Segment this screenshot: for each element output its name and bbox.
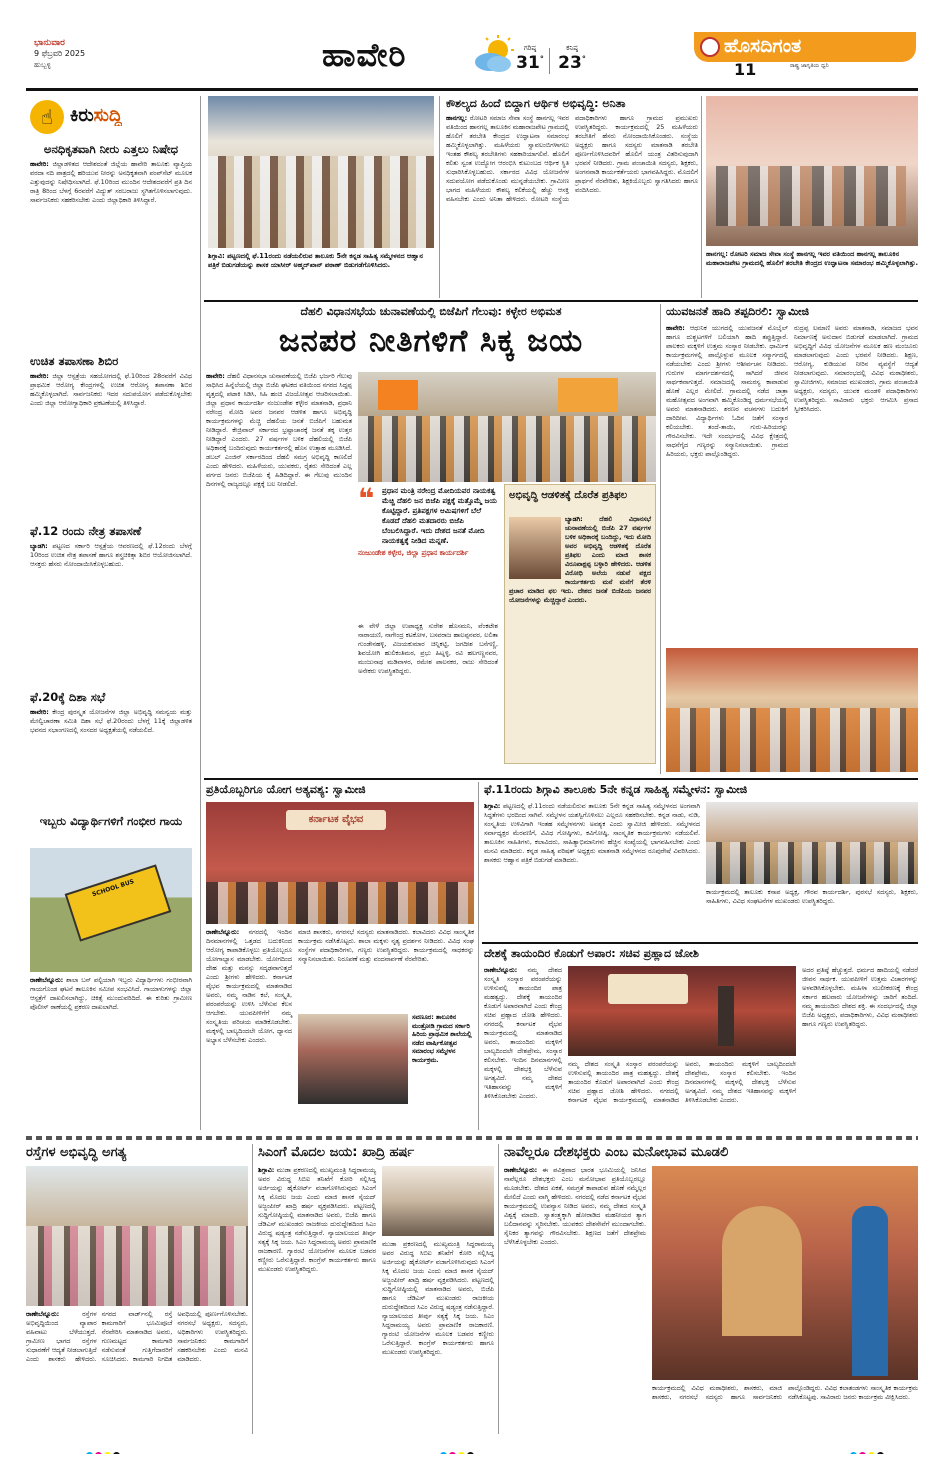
siemge-col1 <box>258 1166 376 1432</box>
box-body: ದೆಹಲಿ ವಿಧಾನಸಭೆ ಚುನಾವಣೆಯಲ್ಲಿ ಬಿಜೆಪಿ 27 ವರ್ಷಗಳ ಬಳಿಕ ಅಧಿಕಾರಕ್ಕೆ ಬಂದಿದ್ದು, ಇದು ಮೋದಿ ಅವರ ಅಭಿವೃದ್ಧಿ ಆಡಳಿತಕ್ಕೆ ದೊರೆತ ಪ್ರತಿಫಲ ಎಂದು ಮಾಜಿ ಶಾಸಕ ವಿರೂಪಾಕ್ಷಪ್ಪ ಬಳ್ಳಾರಿ ಹೇಳಿದರು. ಆಡಳಿತ ವಿರೋಧಿ ಅಲೆಯ ನಡುವೆ ಪಕ್ಷದ ಕಾರ್ಯಕರ್ತರು ಮನೆ ಮನೆಗೆ ತೆರಳಿ ಪ್ರಚಾರ ಮಾಡಿದ ಫಲ ಇದು. ದೇಶದ ಜನತೆ ಬಿಜೆಪಿಯ ಜನಪರ ಯೋಜನೆಗಳನ್ನು ಮೆಚ್ಚಿದ್ದಾರೆ ಎಂದರು. <box>509 515 651 604</box>
story-dateline: ರಾಣೇಬೆನ್ನೂರು: <box>26 1310 60 1318</box>
story-body2: ಕಾರ್ಯಕ್ರಮದಲ್ಲಿ ತಾಲೂಕು ಕಸಾಪ ಅಧ್ಯಕ್ಷ, ಗೌರವ ಕಾರ್ಯದರ್ಶಿ, ಪುರಸಭೆ ಸದಸ್ಯರು, ಶಿಕ್ಷಕರು, ಸಾಹಿತಿಗಳು, ವಿವಿಧ ಸಂಘಟನೆಗಳ ಮುಖಂಡರು ಉಪಸ್ಥಿತರಿದ್ದರು. <box>706 888 918 905</box>
box-dateline: ಬ್ಯಾಡಗಿ: <box>565 515 583 523</box>
brief-title: ಫೆ.20ಕ್ಕೆ ದಿಶಾ ಸಭೆ <box>30 690 106 704</box>
brief-dateline: ಹಾವೇರಿ: <box>30 372 49 380</box>
story-body-cont: ಮುಡಾ ಪ್ರಕರಣದಲ್ಲಿ ಮುಖ್ಯಮಂತ್ರಿ ಸಿದ್ದರಾಮಯ್ಯ ಅವರ ವಿರುದ್ಧ ಸಿಬಿಐ ತನಿಖೆಗೆ ಕೋರಿ ಸಲ್ಲಿಸಿದ್ದ ಅರ್ಜಿಯನ್ನು ಹೈಕೋರ್ಟ್ ವಜಾಗೊಳಿಸಿರುವುದು ಸಿಎಂಗೆ ಸಿಕ್ಕ ಮೊದಲ ಜಯ ಎಂದು ಮಾಜಿ ಶಾಸಕ ಸೈಯದ್ ಅಜ್ಜಂಪೀರ್ ಖಾದ್ರಿ ಹರ್ಷ ವ್ಯಕ್ತಪಡಿಸಿದರು. ಪಟ್ಟಣದಲ್ಲಿ ಸುದ್ದಿಗೋಷ್ಠಿಯಲ್ಲಿ ಮಾತನಾಡಿದ ಅವರು, ಬಿಜೆಪಿ ಹಾಗೂ ಜೆಡಿಎಸ್ ಮುಖಂಡರು ರಾಜಕೀಯ ದುರುದ್ದೇಶದಿಂದ ಸಿಎಂ ವಿರುದ್ಧ ಷಡ್ಯಂತ್ರ ನಡೆಸುತ್ತಿದ್ದಾರೆ. ನ್ಯಾಯಾಲಯದ ತೀರ್ಪು ಸತ್ಯಕ್ಕೆ ಸಿಕ್ಕ ಜಯ. ಸಿಎಂ ಸಿದ್ದರಾಮಯ್ಯ ಅವರು ಪ್ರಾಮಾಣಿಕ ರಾಜಕಾರಣಿ. ಗ್ಯಾರಂಟಿ ಯೋಜನೆಗಳ ಮೂಲಕ ಬಡವರ ಕಣ್ಣೀರು ಒರೆಸುತ್ತಿದ್ದಾರೆ. ಕಾಂಗ್ರೆಸ್ ಕಾರ್ಯಕರ್ತರು ಹಾಗೂ ಮುಖಂಡರು ಉಪಸ್ಥಿತರಿದ್ದರು. <box>382 1240 494 1356</box>
brief-title: ಇಬ್ಬರು ವಿದ್ಯಾರ್ಥಿಗಳಿಗೆ ಗಂಭೀರ ಗಾಯ <box>39 814 183 828</box>
tagline: ರಾಷ್ಟ್ರ ಜಾಗೃತಿಯ ಧ್ವನಿ <box>790 63 829 69</box>
lead-quote <box>358 486 498 618</box>
sahitya-col2 <box>706 888 918 938</box>
registration-marks-right <box>850 1444 910 1454</box>
naave-col2 <box>652 1384 918 1432</box>
bus-label: SCHOOL BUS <box>91 878 136 899</box>
story-headline: ಸಿಎಂಗೆ ಮೊದಲ ಜಯ: ಖಾದ್ರಿ ಹರ್ಷ <box>258 1145 415 1160</box>
brief-body: ಜಿಲ್ಲಾ ಆಸ್ಪತ್ರೆಯ ಸಹಯೋಗದಲ್ಲಿ ಫೆ.10ರಿಂದ 28ರವರೆಗೆ ವಿವಿಧ ಪ್ರಾಥಮಿಕ ಆರೋಗ್ಯ ಕೇಂದ್ರಗಳಲ್ಲಿ ಉಚಿತ ಆರೋಗ್ಯ ತಪಾಸಣಾ ಶಿಬಿರ ಹಮ್ಮಿಕೊಳ್ಳಲಾಗಿದೆ. ಸಾರ್ವಜನಿಕರು ಇದರ ಸದುಪಯೋಗ ಪಡೆದುಕೊಳ್ಳಬೇಕು ಎಂದು ಜಿಲ್ಲಾ ಆರೋಗ್ಯಾಧಿಕಾರಿ ಪ್ರಕಟಣೆಯಲ್ಲಿ ತಿಳಿಸಿದ್ದಾರೆ. <box>30 372 192 407</box>
story-body2: ಅದರ ಪ್ರತಿಷ್ಠೆ ಹೆಚ್ಚುತ್ತದೆ. ಧರ್ಮದ ಹಾದಿಯಲ್ಲಿ ನಡೆದರೆ ಜೀವನ ಸಾರ್ಥಕ. ಯುವಪೀಳಿಗೆ ಉತ್ತಮ ವಿಚಾರಗಳನ್ನು ಅಳವಡಿಸಿಕೊಳ್ಳಬೇಕು. ಮಹಿಳಾ ಸಬಲೀಕರಣಕ್ಕೆ ಕೇಂದ್ರ ಸರ್ಕಾರ ಹಲವಾರು ಯೋಜನೆಗಳನ್ನು ಜಾರಿಗೆ ತಂದಿದೆ. ನಮ್ಮ ತಾಯಂದಿರು ದೇಶದ ಶಕ್ತಿ. ಈ ಸಂದರ್ಭದಲ್ಲಿ ಜಿಲ್ಲಾ ಬಿಜೆಪಿ ಅಧ್ಯಕ್ಷರು, ಪದಾಧಿಕಾರಿಗಳು, ವಿವಿಧ ಮಠಾಧೀಶರು ಹಾಗೂ ಗಣ್ಯರು ಉಪಸ್ಥಿತರಿದ್ದರು. <box>802 966 918 1028</box>
sammelana-invite-photo <box>208 96 434 248</box>
siemge-col2 <box>382 1240 494 1432</box>
story-body2: ಮಾಜಿ ಶಾಸಕರು, ನಗರಸಭೆ ಸದಸ್ಯರು ಮಾತನಾಡಿದರು. ಕಲಾವಿದರು ವಿವಿಧ ಸಾಂಸ್ಕೃತಿಕ ಕಾರ್ಯಕ್ರಮ ನಡೆಸಿಕೊಟ್ಟರು. ಶಾಲಾ ಮಕ್ಕಳು ನೃತ್ಯ ಪ್ರದರ್ಶನ ನೀಡಿದರು. ವಿವಿಧ ಸಂಘ ಸಂಸ್ಥೆಗಳ ಪದಾಧಿಕಾರಿಗಳು, ಗಣ್ಯರು ಉಪಸ್ಥಿತರಿದ್ದರು. ಕಾರ್ಯಕ್ರಮದಲ್ಲಿ ಸಾಧಕರನ್ನು ಸನ್ಮಾನಿಸಲಾಯಿತು. ನಿರೂಪಣೆ ಮತ್ತು ವಂದನಾರ್ಪಣೆ ನೆರವೇರಿತು. <box>298 928 474 963</box>
lead-body2: ಈ ವೇಳೆ ಜಿಲ್ಲಾ ಉಪಾಧ್ಯಕ್ಷ ಸುರೇಶ ಹೊಸಮನಿ, ವೆಂಕಟೇಶ ನಾರಾಯಣಿ, ನಾಗೇಂದ್ರ ಕಟಕೋಳ, ಬಸವರಾಜ ಹಾಲಪ್ಪನವರ, ಲಲಿತಾ ಗುಂಡೇನಹಳ್ಳಿ, ವಿಜಯಕುಮಾರ ಚಿನ್ನಿಕಟ್ಟಿ, ಜಗದೀಶ ಬಸೆಗಣ್ಣಿ, ಶಿವಯೋಗಿ ಹುಲಿಕಂತಿಮಠ, ಪ್ರಭು ಹಿಟ್ನಳ್ಳಿ, ರವಿ ಹಲಗಣ್ಣನವರ, ಮಂಜುನಾಥ ಮಡಿವಾಳರ, ರಮೇಶ ಪಾಲನಕರ, ರಾಜು ಸೇರಿದಂತೆ ಅನೇಕರು ಉಪಸ್ಥಿತರಿದ್ದರು. <box>358 622 498 675</box>
naave-col1 <box>504 1166 646 1432</box>
story-headline: ಕೌಶಲ್ಯದ ಹಿಂದೆ ಬಿದ್ದಾಗ ಆರ್ಥಿಕ ಅಭಿವೃದ್ಧಿ: ಅನಿತಾ <box>446 97 626 110</box>
yoga-col2 <box>298 928 474 1010</box>
brief-body: ಜಿಲ್ಲಾಡಳಿತದ ಆದೇಶದಂತೆ ಜಿಲ್ಲೆಯ ಹಾವೇರಿ ತಾಲೂಕು ವ್ಯಾಪ್ತಿಯ ವರದಾ ನದಿ ಪಾತ್ರದಲ್ಲಿ ಹರಿಯುವ ನೀರನ್ನು ಅನಧಿಕೃತವಾಗಿ ಪಂಪ್‌ಸೆಟ್ ಮೂಲಕ ಎತ್ತುವುದನ್ನು ನಿಷೇಧಿಸಲಾಗಿದೆ. ಫೆ.10ರಿಂದ ಮುಂದಿನ ಆದೇಶದವರೆಗೆ ಪ್ರತಿ ದಿನ ರಾತ್ರಿ 8ರಿಂದ ಬೆಳಗ್ಗೆ 6ರವರೆಗೆ ವಿದ್ಯುತ್ ಸರಬರಾಜು ಸ್ಥಗಿತಗೊಳಿಸಲಾಗುವುದು. ಸಾರ್ವಜನಿಕರು ಸಹಕರಿಸಬೇಕು ಎಂದು ಜಿಲ್ಲಾಧಿಕಾರಿ ತಿಳಿಸಿದ್ದಾರೆ. <box>30 160 192 204</box>
crowd <box>208 156 434 248</box>
sidebar-box <box>504 484 656 764</box>
issue-date: 9 ಫೆಬ್ರವರಿ 2025 <box>34 49 86 58</box>
sewing-center-photo <box>706 96 918 246</box>
stage-banner: ಕರ್ನಾಟಕ ವೈಭವ <box>286 810 386 830</box>
bottom-divider <box>26 1136 918 1140</box>
road-bhoomipuja-photo <box>26 1166 248 1306</box>
kirusuddi-column <box>26 96 196 1130</box>
story-body: ಆಧುನಿಕ ಯುಗದಲ್ಲಿ ಯುವಜನತೆ ಮೊಬೈಲ್ ಹಾಗೂ ದುಶ್ಚಟಗಳಿಗೆ ಬಲಿಯಾಗಿ ಹಾದಿ ತಪ್ಪುತ್ತಿದ್ದಾರೆ. ಪಾಲಕರು ಮಕ್ಕಳಿಗೆ ಉತ್ತಮ ಸಂಸ್ಕಾರ ನೀಡಬೇಕು. ಧಾರ್ಮಿಕ ಕಾರ್ಯಕ್ರಮಗಳಲ್ಲಿ ಪಾಲ್ಗೊಳ್ಳುವ ಮೂಲಕ ಸನ್ಮಾರ್ಗದಲ್ಲಿ ನಡೆಯಬೇಕು ಎಂದು ಶ್ರೀಗಳು ಆಶೀರ್ವಚನ ನೀಡಿದರು. ಗುರುಗಳ ಮಾರ್ಗದರ್ಶನದಲ್ಲಿ ಸಾಗಿದರೆ ಜೀವನ ಸಾರ್ಥಕವಾಗುತ್ತದೆ. ಸಮಾಜದಲ್ಲಿ ಸಾಮರಸ್ಯ ಕಾಪಾಡುವ ಹೊಣೆ ಎಲ್ಲರ ಮೇಲಿದೆ. ಗ್ರಾಮದಲ್ಲಿ ನಡೆದ ಜಾತ್ರಾ ಮಹೋತ್ಸವದ ಅಂಗವಾಗಿ ಹಮ್ಮಿಕೊಂಡಿದ್ದ ಧರ್ಮಸಭೆಯಲ್ಲಿ ಅವರು ಮಾತನಾಡಿದರು. ಶರಣರ ವಚನಗಳು ಬದುಕಿಗೆ ದಾರಿದೀಪ. ವಿದ್ಯಾರ್ಥಿಗಳು ಓದಿನ ಜತೆಗೆ ಸಂಸ್ಕಾರ ಕಲಿಯಬೇಕು. ತಂದೆ-ತಾಯಿ, ಗುರು-ಹಿರಿಯರನ್ನು ಗೌರವಿಸಬೇಕು. ಇದೇ ಸಂದರ್ಭದಲ್ಲಿ ವಿವಿಧ ಕ್ಷೇತ್ರದಲ್ಲಿ ಸಾಧನೆಗೈದ ಗಣ್ಯರನ್ನು ಸನ್ಮಾನಿಸಲಾಯಿತು. ಗ್ರಾಮದ ಹಿರಿಯರು, ಭಕ್ತರು ಪಾಲ್ಗೊಂಡಿದ್ದರು. <box>666 324 788 458</box>
lead-kicker: ದೆಹಲಿ ವಿಧಾನಸಭೆಯ ಚುನಾವಣೆಯಲ್ಲಿ ಬಿಜೆಪಿಗೆ ಗೆಲುವು: ಕಳ್ಳೇರ ಅಭಿಮತ <box>300 305 562 318</box>
story-dateline: ರಾಣೇಬೆನ್ನೂರು: <box>504 1166 538 1174</box>
deshakke-story <box>484 946 918 1130</box>
story-body2: ರುದ್ರಪ್ಪ ಲಮಾಣಿ ಅವರು ಮಾತನಾಡಿ, ಸಮಾಜದ ಭವನ ನಿರ್ಮಾಣಕ್ಕೆ ಅನುದಾನ ಬಿಡುಗಡೆ ಮಾಡಲಾಗಿದೆ. ಗ್ರಾಮದ ಅಭಿವೃದ್ಧಿಗೆ ವಿವಿಧ ಯೋಜನೆಗಳ ಮೂಲಕ ಹಣ ಮಂಜೂರು ಮಾಡಲಾಗುವುದು ಎಂದು ಭರವಸೆ ನೀಡಿದರು. ಶಿಕ್ಷಣ, ಆರೋಗ್ಯ, ಕುಡಿಯುವ ನೀರಿನ ವ್ಯವಸ್ಥೆಗೆ ಆದ್ಯತೆ ನೀಡಲಾಗುವುದು. ಸಮಾರಂಭದಲ್ಲಿ ವಿವಿಧ ಮಠಾಧೀಶರು, ಸ್ವಾಮೀಜಿಗಳು, ಸಮಾಜದ ಮುಖಂಡರು, ಗ್ರಾಮ ಪಂಚಾಯಿತಿ ಅಧ್ಯಕ್ಷರು, ಸದಸ್ಯರು, ಯುವಕ ಮಂಡಳಿ ಪದಾಧಿಕಾರಿಗಳು ಉಪಸ್ಥಿತರಿದ್ದರು. ಸಾವಿರಾರು ಭಕ್ತರು ಆಗಮಿಸಿ ಪ್ರಸಾದ ಸ್ವೀಕರಿಸಿದರು. <box>794 324 918 413</box>
brief-dateline: ಬ್ಯಾಡಗಿ: <box>30 542 48 550</box>
story-body: ಈ ಪವಿತ್ರವಾದ ಭಾರತ ಭೂಮಿಯಲ್ಲಿ ಜನಿಸಿದ ನಾವೆಲ್ಲರೂ ದೇಶಭಕ್ತರು ಎಂಬ ಮನೋಭಾವ ಪ್ರತಿಯೊಬ್ಬರಲ್ಲೂ ಮೂಡಬೇಕು. ದೇಶದ ಏಕತೆ, ಸಮಗ್ರತೆ ಕಾಪಾಡುವ ಹೊಣೆ ನಮ್ಮೆಲ್ಲರ ಮೇಲಿದೆ ಎಂದು ವಾಗ್ಮಿ ಹೇಳಿದರು. ನಗರದಲ್ಲಿ ನಡೆದ ಕರ್ನಾಟಕ ವೈಭವ ಕಾರ್ಯಕ್ರಮದಲ್ಲಿ ಉಪನ್ಯಾಸ ನೀಡಿದ ಅವರು, ನಮ್ಮ ದೇಶದ ಸಂಸ್ಕೃತಿ ವಿಶ್ವಕ್ಕೆ ಮಾದರಿ. ಸ್ವಾತಂತ್ರ್ಯಕ್ಕಾಗಿ ಹೋರಾಡಿದ ಮಹನೀಯರ ತ್ಯಾಗ ಬಲಿದಾನವನ್ನು ಸ್ಮರಿಸಬೇಕು. ಯುವಕರು ದೇಶಸೇವೆಗೆ ಮುಂದಾಗಬೇಕು. ಸೈನಿಕರ ತ್ಯಾಗವನ್ನು ಗೌರವಿಸಬೇಕು. ಶಿಕ್ಷಣದ ಜತೆಗೆ ದೇಶಪ್ರೇಮ ಬೆಳೆಸಿಕೊಳ್ಳಬೇಕು ಎಂದರು. <box>504 1166 646 1246</box>
brief-body: ಪಟ್ಟಣದ ಸರ್ಕಾರಿ ಆಸ್ಪತ್ರೆಯ ಆವರಣದಲ್ಲಿ ಫೆ.12ರಂದು ಬೆಳಗ್ಗೆ 10ರಿಂದ ಉಚಿತ ನೇತ್ರ ತಪಾಸಣೆ ಹಾಗೂ ಶಸ್ತ್ರಚಿಕಿತ್ಸಾ ಶಿಬಿರ ಆಯೋಜಿಸಲಾಗಿದೆ. ಆಸಕ್ತರು ಹೆಸರು ನೋಂದಾಯಿಸಿಕೊಳ್ಳಬಹುದು. <box>30 542 192 568</box>
brief-2 <box>30 354 192 526</box>
lead-col3 <box>358 622 498 764</box>
bus-accident-photo <box>30 848 192 972</box>
rastegalu-body <box>26 1310 248 1432</box>
story-headline: ರಸ್ತೆಗಳ ಅಭಿವೃದ್ಧಿ ಅಗತ್ಯ <box>26 1145 127 1160</box>
quote-mark-icon: ❝ <box>358 486 375 515</box>
swamiji-stage-photo <box>666 648 918 772</box>
brief-dateline: ರಾಣೇಬೆನ್ನೂರು: <box>30 976 64 984</box>
press-meet-photo <box>382 1166 494 1236</box>
brief-5 <box>30 814 192 1130</box>
emblem-icon <box>700 37 720 57</box>
paper-name: ಹೊಸದಿಗಂತ <box>724 35 802 57</box>
rastegalu-story <box>26 1144 248 1434</box>
min-temp: 23 <box>558 53 582 73</box>
quote-author: ನಂಜುಂಡೇಶ ಕಳ್ಳೇರ, ಜಿಲ್ಲಾ ಪ್ರಧಾನ ಕಾರ್ಯದರ್ಶಿ <box>358 549 469 557</box>
school-anniversary-photo <box>298 1014 408 1104</box>
photo-caption: ಹಾನಗಲ್ಲ: ರೋಟರಿ ಸಮಾಜ ಸೇವಾ ಸಂಸ್ಥೆ ಹಾನಗಲ್ಲ ಇವರ ವತಿಯಿಂದ ಹಾನಗಲ್ಲ ತಾಲೂಕಿನ ಮಹಾರಾಜಪೇಟ ಗ್ರಾಮದಲ್ಲಿ ಹೊಲಿಗೆ ತರಬೇತಿ ಕೇಂದ್ರದ ಉದ್ಘಾಟನಾ ಸಮಾರಂಭ ಹಮ್ಮಿಕೊಳ್ಳಲಾಗಿತ್ತು. <box>706 250 918 267</box>
school-bus <box>65 864 172 941</box>
brief-4 <box>30 690 192 820</box>
lead-story <box>206 304 656 772</box>
brief-dateline: ಹಾವೇರಿ: <box>30 160 49 168</box>
story-body2: ಕಾರ್ಯಕ್ರಮದಲ್ಲಿ ವಿವಿಧ ಮಠಾಧೀಶರು, ಶಾಸಕರು, ಮಾಜಿ ಶಾಸಕರು, ನಗರಸಭೆ ಸದಸ್ಯರು ಹಾಗೂ ಸಾರ್ವಜನಿಕರು ಪಾಲ್ಗೊಂಡಿದ್ದರು. ವಿವಿಧ ಕಲಾತಂಡಗಳು ಸಾಂಸ್ಕೃತಿಕ ಕಾರ್ಯಕ್ರಮ ನಡೆಸಿಕೊಟ್ಟವು. ಸಾವಿರಾರು ಜನರು ಕಾರ್ಯಕ್ರಮ ವೀಕ್ಷಿಸಿದರು. <box>652 1384 918 1401</box>
yoga-col1 <box>206 928 292 1128</box>
header-rule <box>26 88 918 91</box>
story-dateline: ಶಿಗ್ಗಾವಿ: <box>484 802 501 810</box>
kirusuddi-label-a: ಕಿರು <box>70 105 94 126</box>
kirusuddi-header <box>30 100 190 134</box>
quote-text: ಪ್ರಧಾನ ಮಂತ್ರಿ ನರೇಂದ್ರ ಮೋದಿಯವರ ನಾಯಕತ್ವ ಮೆಚ್ಚಿ ದೆಹಲಿ ಜನ ಬಿಜೆಪಿ ಪಕ್ಷಕ್ಕೆ ಮತ್ತೊಮ್ಮೆ ಜಯ ಕೊಟ್ಟಿದ್ದಾರೆ. ಪ್ರತಿಪಕ್ಷಗಳ ಆಮಿಷಗಳಿಗೆ ಬೆಲೆ ಕೊಡದೆ ದೆಹಲಿ ಮತದಾರರು ಬಿಜೆಪಿ ಬೆಂಬಲಿಸಿದ್ದಾರೆ. ಇದು ದೇಶದ ಜನತೆ ಮೋದಿ ನಾಯಕತ್ವಕ್ಕೆ ನೀಡಿದ ಮನ್ನಣೆ. <box>382 486 498 545</box>
story-body: ನಮ್ಮ ದೇಶದ ಸಂಸ್ಕೃತಿ ಸಂಸ್ಕಾರ ಪರಂಪರೆಯನ್ನು ಉಳಿಸುವಲ್ಲಿ ತಾಯಂದಿರ ಪಾತ್ರ ಮಹತ್ವದ್ದು. ದೇಶಕ್ಕೆ ತಾಯಂದಿರ ಕೊಡುಗೆ ಅಪಾರವಾಗಿದೆ ಎಂದು ಕೇಂದ್ರ ಸಚಿವ ಪ್ರಹ್ಲಾದ ಜೋಶಿ ಹೇಳಿದರು. ನಗರದಲ್ಲಿ ಕರ್ನಾಟಕ ವೈಭವ ಕಾರ್ಯಕ್ರಮದಲ್ಲಿ ಮಾತನಾಡಿದ ಅವರು, ತಾಯಂದಿರು ಮಕ್ಕಳಿಗೆ ಬಾಲ್ಯದಿಂದಲೇ ದೇಶಪ್ರೇಮ, ಸಂಸ್ಕಾರ ಕಲಿಸಬೇಕು. ಇಂದಿನ ದಿನಮಾನಗಳಲ್ಲಿ ಮಕ್ಕಳಲ್ಲಿ ದೇಶಭಕ್ತಿ ಬೆಳೆಸುವ ಅಗತ್ಯವಿದೆ. ನಮ್ಮ ದೇಶದ ಇತಿಹಾಸವನ್ನು ಮಕ್ಕಳಿಗೆ ತಿಳಿಸಿಕೊಡಬೇಕು ಎಂದರು. <box>484 966 562 1100</box>
story-headline: ದೇಶಕ್ಕೆ ತಾಯಂದಿರ ಕೊಡುಗೆ ಅಪಾರ: ಸಚಿವ ಪ್ರಹ್ಲಾದ ಜೋಶಿ <box>484 947 699 960</box>
yuva-col2 <box>794 324 918 642</box>
brief-body: ಕೇಂದ್ರ ಪುರಸ್ಕೃತ ಯೋಜನೆಗಳ ಜಿಲ್ಲಾ ಅಭಿವೃದ್ಧಿ ಸಮನ್ವಯ ಮತ್ತು ಮೇಲ್ವಿಚಾರಣಾ ಸಮಿತಿ ದಿಶಾ ಸಭೆ ಫೆ.20ರಂದು ಬೆಳಗ್ಗೆ 11ಕ್ಕೆ ಜಿಲ್ಲಾಡಳಿತ ಭವನದ ಸಭಾಂಗಣದಲ್ಲಿ ಸಂಸದರ ಅಧ್ಯಕ್ಷತೆಯಲ್ಲಿ ನಡೆಯಲಿದೆ. <box>30 708 192 734</box>
max-label: ಗರಿಷ್ಠ <box>523 44 537 52</box>
story-body: ರೋಟರಿ ಸಮಾಜ ಸೇವಾ ಸಂಸ್ಥೆ ಹಾನಗಲ್ಲ ಇವರ ವತಿಯಿಂದ ಹಾನಗಲ್ಲ ತಾಲೂಕಿನ ಮಹಾರಾಜಪೇಟ ಗ್ರಾಮದಲ್ಲಿ ಹೊಲಿಗೆ ತರಬೇತಿ ಕೇಂದ್ರದ ಉದ್ಘಾಟನಾ ಸಮಾರಂಭ ಹಮ್ಮಿಕೊಳ್ಳಲಾಗಿತ್ತು. ಮಹಿಳೆಯರು ಸ್ವಾವಲಂಬಿಗಳಾಗಲು ಇಂತಹ ಕೌಶಲ್ಯ ತರಬೇತಿಗಳು ಸಹಕಾರಿಯಾಗಲಿವೆ. ಹೊಲಿಗೆ ಕಲಿತು ಸ್ವಂತ ಉದ್ಯೋಗ ಆರಂಭಿಸಿ ಕುಟುಂಬದ ಆರ್ಥಿಕ ಸ್ಥಿತಿ ಸುಧಾರಿಸಿಕೊಳ್ಳಬಹುದು. ಸರ್ಕಾರದ ವಿವಿಧ ಯೋಜನೆಗಳ ಸದುಪಯೋಗ ಪಡೆದುಕೊಂಡು ಮುನ್ನಡೆಯಬೇಕು. ಗ್ರಾಮೀಣ ಭಾಗದ ಮಹಿಳೆಯರು ಕೌಶಲ್ಯ ಕಲಿಕೆಯಲ್ಲಿ ಹೆಚ್ಚು ಆಸಕ್ತಿ ವಹಿಸಬೇಕು ಎಂದು ಅನಿತಾ ಹೇಳಿದರು. ರೋಟರಿ ಸಂಸ್ಥೆಯ ಪದಾಧಿಕಾರಿಗಳು ಹಾಗೂ ಗ್ರಾಮದ ಪ್ರಮುಖರು ಉಪಸ್ಥಿತರಿದ್ದರು. ಕಾರ್ಯಕ್ರಮದಲ್ಲಿ 25 ಮಹಿಳೆಯರು ತರಬೇತಿಗೆ ಹೆಸರು ನೋಂದಾಯಿಸಿಕೊಂಡರು. ಸಂಸ್ಥೆಯ ಅಧ್ಯಕ್ಷರು ಹಾಗೂ ಸದಸ್ಯರು ಮಾತನಾಡಿ ತರಬೇತಿ ಪೂರ್ಣಗೊಳಿಸಿದವರಿಗೆ ಹೊಲಿಗೆ ಯಂತ್ರ ವಿತರಿಸುವುದಾಗಿ ಭರವಸೆ ನೀಡಿದರು. ಗ್ರಾಮ ಪಂಚಾಯಿತಿ ಸದಸ್ಯರು, ಶಿಕ್ಷಕರು, ಅಂಗನವಾಡಿ ಕಾರ್ಯಕರ್ತೆಯರು ಭಾಗವಹಿಸಿದ್ದರು. ಮೊದಲಿಗೆ ಪ್ರಾರ್ಥನೆ ನೆರವೇರಿತು, ಶಿಕ್ಷಕಿಯೊಬ್ಬರು ಸ್ವಾಗತಿಸಿದರು ಹಾಗೂ ವಂದಿಸಿದರು. <box>446 114 698 203</box>
story-dateline: ಹಾನಗಲ್ಲ: <box>446 114 468 122</box>
deshakke-col2 <box>568 1060 796 1128</box>
story-headline: ನಾವೆಲ್ಲರೂ ದೇಶಭಕ್ತರು ಎಂಬ ಮನೋಭಾವ ಮೂಡಲಿ <box>504 1145 729 1160</box>
story-body: ಪಟ್ಟಣದಲ್ಲಿ ಫೆ.11ರಂದು ನಡೆಯಲಿರುವ ತಾಲೂಕು 5ನೇ ಕನ್ನಡ ಸಾಹಿತ್ಯ ಸಮ್ಮೇಳನದ ಅಂಗವಾಗಿ ಸಿದ್ಧತೆಗಳು ಭರದಿಂದ ಸಾಗಿವೆ. ಸಮ್ಮೇಳನ ಯಶಸ್ವಿಗೊಳಿಸಲು ಎಲ್ಲರೂ ಸಹಕರಿಸಬೇಕು. ಕನ್ನಡ ನಾಡು, ನುಡಿ, ಸಂಸ್ಕೃತಿಯ ಉಳಿವಿಗಾಗಿ ಇಂತಹ ಸಮ್ಮೇಳನಗಳು ಅವಶ್ಯಕ ಎಂದು ಸ್ವಾಮೀಜಿ ಹೇಳಿದರು. ಸಮ್ಮೇಳನದ ಸರ್ವಾಧ್ಯಕ್ಷರ ಮೆರವಣಿಗೆ, ವಿವಿಧ ಗೋಷ್ಠಿಗಳು, ಕವಿಗೋಷ್ಠಿ, ಸಾಂಸ್ಕೃತಿಕ ಕಾರ್ಯಕ್ರಮಗಳು ನಡೆಯಲಿವೆ. ತಾಲೂಕಿನ ಸಾಹಿತಿಗಳು, ಕಲಾವಿದರು, ಸಾಹಿತ್ಯಾಭಿಮಾನಿಗಳು ಹೆಚ್ಚಿನ ಸಂಖ್ಯೆಯಲ್ಲಿ ಭಾಗವಹಿಸಬೇಕು ಎಂದು ಮನವಿ ಮಾಡಿದರು. ಕನ್ನಡ ಸಾಹಿತ್ಯ ಪರಿಷತ್ ಅಧ್ಯಕ್ಷರು ಮಾತನಾಡಿ ಸಮ್ಮೇಳನದ ರೂಪುರೇಷೆ ವಿವರಿಸಿದರು. ಶಾಸಕರು ಆಹ್ವಾನ ಪತ್ರಿಕೆ ಬಿಡುಗಡೆ ಮಾಡಿದರು. <box>484 802 700 864</box>
box-title: ಅಭಿವೃದ್ಧಿ ಆಡಳಿತಕ್ಕೆ ದೊರೆತ ಪ್ರತಿಫಲ <box>509 490 628 501</box>
story-body: ರಸ್ತೆಗಳ ಅಭಿವೃದ್ಧಿಯಿಂದ ವ್ಯಾಪಾರ ವಹಿವಾಟು ಬೆಳೆಯುತ್ತದೆ. ಗ್ರಾಮೀಣ ಭಾಗದ ರಸ್ತೆಗಳ ಸುಧಾರಣೆಗೆ ಆದ್ಯತೆ ನೀಡಲಾಗುತ್ತಿದೆ ಎಂದು ಶಾಸಕರು ಹೇಳಿದರು. ನಗರದ ವಾರ್ಡ್‌ನಲ್ಲಿ ರಸ್ತೆ ಕಾಮಗಾರಿಗೆ ಭೂಮಿಪೂಜೆ ನೆರವೇರಿಸಿ ಮಾತನಾಡಿದ ಅವರು, ಗುಣಮಟ್ಟದ ಕಾಮಗಾರಿ ನಡೆಸುವಂತೆ ಗುತ್ತಿಗೆದಾರರಿಗೆ ಸೂಚಿಸಿದರು. ಕಾಮಗಾರಿ ನಿಗದಿತ ಅವಧಿಯಲ್ಲಿ ಪೂರ್ಣಗೊಳಿಸಬೇಕು. ನಗರಸಭೆ ಅಧ್ಯಕ್ಷರು, ಸದಸ್ಯರು, ಅಧಿಕಾರಿಗಳು ಉಪಸ್ಥಿತರಿದ್ದರು. ಸಾರ್ವಜನಿಕರು ಕಾಮಗಾರಿಗೆ ಸಹಕರಿಸಬೇಕು ಎಂದು ಮನವಿ ಮಾಡಿದರು. <box>26 1310 248 1363</box>
masthead <box>0 0 945 92</box>
max-temp-box <box>512 44 548 80</box>
brief-title: ಫೆ.12 ರಂದು ನೇತ್ರ ತಪಾಸಣೆ <box>30 524 142 538</box>
pralhad-joshi-speech-photo <box>568 966 796 1056</box>
yoga-story <box>206 782 474 1130</box>
invitation-release-photo <box>706 802 918 884</box>
lead-headline: ಜನಪರ ನೀತಿಗಳಿಗೆ ಸಿಕ್ಕ ಜಯ <box>278 323 584 359</box>
photo-caption: ಶಿಗ್ಗಾವಿ: ಪಟ್ಟಣದಲ್ಲಿ ಫೆ.11ರಂದು ನಡೆಯಲಿರುವ ತಾಲೂಕು 5ನೇ ಕನ್ನಡ ಸಾಹಿತ್ಯ ಸಮ್ಮೇಳನದ ಆಹ್ವಾನ ಪತ್ರಿಕೆ ಬಿಡುಗಡೆಯನ್ನು ಶಾಸಕ ಯಾಸೀರ್ ಅಹ್ಮದ್‌ಖಾನ್ ಪಠಾಣ್ ಬಿಡುಗಡೆಗೊಳಿಸಿದರು. <box>208 252 423 269</box>
registration-marks-center <box>440 1444 500 1454</box>
sahitya-story <box>484 782 918 940</box>
story-dateline: ಹಾವೇರಿ: <box>666 324 685 332</box>
story-dateline: ರಾಣೇಬೆನ್ನೂರು: <box>206 928 240 936</box>
weather-cloud-icon <box>470 34 516 76</box>
kirusuddi-label-b: ಸುದ್ದಿ <box>93 105 123 126</box>
paper-logo <box>694 32 916 82</box>
edition-title: ಹಾವೇರಿ <box>322 36 407 74</box>
deshakke-col1 <box>484 966 562 1128</box>
yuva-col1 <box>666 324 788 642</box>
degree-sign: ° <box>539 54 544 64</box>
weekday: ಭಾನುವಾರ <box>34 38 65 48</box>
siemge-story <box>258 1144 494 1434</box>
story-headline: ಫೆ.11ರಂದು ಶಿಗ್ಗಾವಿ ತಾಲೂಕು 5ನೇ ಕನ್ನಡ ಸಾಹಿತ್ಯ ಸಮ್ಮೇಳನ: ಸ್ವಾಮೀಜಿ <box>484 783 748 796</box>
brief-3 <box>30 524 192 678</box>
kaushalya-story <box>446 96 698 296</box>
brief-title: ಅನಧಿಕೃತವಾಗಿ ನೀರು ಎತ್ತಲು ನಿಷೇಧ <box>43 142 179 156</box>
registration-marks-left <box>86 1444 146 1454</box>
story-headline: ಪ್ರತಿಯೊಬ್ಬರಿಗೂ ಯೋಗ ಅತ್ಯವಶ್ಯ: ಸ್ವಾಮೀಜಿ <box>206 783 366 796</box>
min-temp-box <box>554 44 590 80</box>
speaker-stage-photo <box>652 1166 918 1380</box>
brief-body: ಶಾಲಾ ಬಸ್ ಪಲ್ಟಿಯಾಗಿ ಇಬ್ಬರು ವಿದ್ಯಾರ್ಥಿಗಳು ಗಂಭೀರವಾಗಿ ಗಾಯಗೊಂಡ ಘಟನೆ ತಾಲೂಕಿನ ಸಮೀಪ ಸಂಭವಿಸಿದೆ. ಗಾಯಾಳುಗಳನ್ನು ಜಿಲ್ಲಾ ಆಸ್ಪತ್ರೆಗೆ ದಾಖಲಿಸಲಾಗಿದ್ದು, ಚಿಕಿತ್ಸೆ ಮುಂದುವರಿದಿದೆ. ಈ ಕುರಿತು ಗ್ರಾಮೀಣ ಪೊಲೀಸ್ ಠಾಣೆಯಲ್ಲಿ ಪ್ರಕರಣ ದಾಖಲಾಗಿದೆ. <box>30 976 192 1011</box>
max-temp: 31 <box>516 53 540 73</box>
story-body-cont: ನಮ್ಮ ದೇಶದ ಸಂಸ್ಕೃತಿ ಸಂಸ್ಕಾರ ಪರಂಪರೆಯನ್ನು ಉಳಿಸುವಲ್ಲಿ ತಾಯಂದಿರ ಪಾತ್ರ ಮಹತ್ವದ್ದು. ದೇಶಕ್ಕೆ ತಾಯಂದಿರ ಕೊಡುಗೆ ಅಪಾರವಾಗಿದೆ ಎಂದು ಕೇಂದ್ರ ಸಚಿವ ಪ್ರಹ್ಲಾದ ಜೋಶಿ ಹೇಳಿದರು. ನಗರದಲ್ಲಿ ಕರ್ನಾಟಕ ವೈಭವ ಕಾರ್ಯಕ್ರಮದಲ್ಲಿ ಮಾತನಾಡಿದ ಅವರು, ತಾಯಂದಿರು ಮಕ್ಕಳಿಗೆ ಬಾಲ್ಯದಿಂದಲೇ ದೇಶಪ್ರೇಮ, ಸಂಸ್ಕಾರ ಕಲಿಸಬೇಕು. ಇಂದಿನ ದಿನಮಾನಗಳಲ್ಲಿ ಮಕ್ಕಳಲ್ಲಿ ದೇಶಭಕ್ತಿ ಬೆಳೆಸುವ ಅಗತ್ಯವಿದೆ. ನಮ್ಮ ದೇಶದ ಇತಿಹಾಸವನ್ನು ಮಕ್ಕಳಿಗೆ ತಿಳಿಸಿಕೊಡಬೇಕು ಎಂದರು. <box>568 1060 796 1104</box>
story-dateline: ಶಿಗ್ಗಾವಿ: <box>258 1166 275 1174</box>
lead-dateline: ಹಾವೇರಿ: <box>206 372 225 380</box>
photo-caption: ಸವಣೂರ: ತಾಲೂಕಿನ ಮಂತ್ರೋಡಿ ಗ್ರಾಮದ ಸರ್ಕಾರಿ ಹಿರಿಯ ಪ್ರಾಥಮಿಕ ಶಾಲೆಯಲ್ಲಿ ನಡೆದ ವಾರ್ಷಿಕೋತ್ಸವ ಸಮಾರಂಭ ಸಮ್ಮೇಳನ ಕಾರ್ಯಕ್ರಮ. <box>412 1014 472 1064</box>
story-dateline: ರಾಣೇಬೆನ್ನೂರು: <box>484 966 518 974</box>
publication-city: ಹುಬ್ಬಳ್ಳಿ <box>34 61 51 69</box>
brief-dateline: ಹಾವೇರಿ: <box>30 708 49 716</box>
pointing-hand-icon: ☝ <box>30 100 64 134</box>
page-number: 11 <box>734 60 757 79</box>
min-label: ಕನಿಷ್ಠ <box>566 44 578 52</box>
sahitya-col1 <box>484 802 700 938</box>
yuvajanate-story <box>666 304 918 774</box>
dateline-box <box>34 38 174 78</box>
story-body: ಮುಡಾ ಪ್ರಕರಣದಲ್ಲಿ ಮುಖ್ಯಮಂತ್ರಿ ಸಿದ್ದರಾಮಯ್ಯ ಅವರ ವಿರುದ್ಧ ಸಿಬಿಐ ತನಿಖೆಗೆ ಕೋರಿ ಸಲ್ಲಿಸಿದ್ದ ಅರ್ಜಿಯನ್ನು ಹೈಕೋರ್ಟ್ ವಜಾಗೊಳಿಸಿರುವುದು ಸಿಎಂಗೆ ಸಿಕ್ಕ ಮೊದಲ ಜಯ ಎಂದು ಮಾಜಿ ಶಾಸಕ ಸೈಯದ್ ಅಜ್ಜಂಪೀರ್ ಖಾದ್ರಿ ಹರ್ಷ ವ್ಯಕ್ತಪಡಿಸಿದರು. ಪಟ್ಟಣದಲ್ಲಿ ಸುದ್ದಿಗೋಷ್ಠಿಯಲ್ಲಿ ಮಾತನಾಡಿದ ಅವರು, ಬಿಜೆಪಿ ಹಾಗೂ ಜೆಡಿಎಸ್ ಮುಖಂಡರು ರಾಜಕೀಯ ದುರುದ್ದೇಶದಿಂದ ಸಿಎಂ ವಿರುದ್ಧ ಷಡ್ಯಂತ್ರ ನಡೆಸುತ್ತಿದ್ದಾರೆ. ನ್ಯಾಯಾಲಯದ ತೀರ್ಪು ಸತ್ಯಕ್ಕೆ ಸಿಕ್ಕ ಜಯ. ಸಿಎಂ ಸಿದ್ದರಾಮಯ್ಯ ಅವರು ಪ್ರಾಮಾಣಿಕ ರಾಜಕಾರಣಿ. ಗ್ಯಾರಂಟಿ ಯೋಜನೆಗಳ ಮೂಲಕ ಬಡವರ ಕಣ್ಣೀರು ಒರೆಸುತ್ತಿದ್ದಾರೆ. ಕಾಂಗ್ರೆಸ್ ಕಾರ್ಯಕರ್ತರು ಹಾಗೂ ಮುಖಂಡರು ಉಪಸ್ಥಿತರಿದ್ದರು. <box>258 1166 376 1273</box>
karnataka-vaibhava-stage-photo <box>206 802 474 924</box>
story-body: ನಗರದಲ್ಲಿ ಇಂದಿನ ದಿನಮಾನಗಳಲ್ಲಿ ಒತ್ತಡದ ಬದುಕಿನಿಂದ ಆರೋಗ್ಯ ಕಾಪಾಡಿಕೊಳ್ಳಲು ಪ್ರತಿಯೊಬ್ಬರೂ ಯೋಗಾಭ್ಯಾಸ ಮಾಡಬೇಕು. ಯೋಗದಿಂದ ದೇಹ ಮತ್ತು ಮನಸ್ಸು ಸದೃಢವಾಗುತ್ತದೆ ಎಂದು ಶ್ರೀಗಳು ಹೇಳಿದರು. ಕರ್ನಾಟಕ ವೈಭವ ಕಾರ್ಯಕ್ರಮದಲ್ಲಿ ಮಾತನಾಡಿದ ಅವರು, ನಮ್ಮ ನಾಡಿನ ಕಲೆ, ಸಂಸ್ಕೃತಿ, ಪರಂಪರೆಯನ್ನು ಉಳಿಸಿ ಬೆಳೆಸುವ ಕೆಲಸ ಆಗಬೇಕು. ಯುವಪೀಳಿಗೆಗೆ ನಮ್ಮ ಸಂಸ್ಕೃತಿಯ ಪರಿಚಯ ಮಾಡಿಕೊಡಬೇಕು. ಮಕ್ಕಳಲ್ಲಿ ಬಾಲ್ಯದಿಂದಲೇ ಯೋಗ, ಧ್ಯಾನದ ಅಭ್ಯಾಸ ಬೆಳೆಸಬೇಕು ಎಂದರು. <box>206 928 292 1044</box>
brief-title: ಉಚಿತ ತಪಾಸಣಾ ಶಿಬಿರ <box>30 354 119 368</box>
lead-col1 <box>206 372 352 764</box>
bjp-celebration-photo <box>358 372 656 482</box>
lead-body: ದೆಹಲಿ ವಿಧಾನಸಭಾ ಚುನಾವಣೆಯಲ್ಲಿ ಬಿಜೆಪಿ ಭರ್ಜರಿ ಗೆಲುವು ಸಾಧಿಸಿದ ಹಿನ್ನೆಲೆಯಲ್ಲಿ ಜಿಲ್ಲಾ ಬಿಜೆಪಿ ಘಟಕದ ವತಿಯಿಂದ ನಗರದ ಸಿದ್ದಪ್ಪ ವೃತ್ತದಲ್ಲಿ ಪಟಾಕಿ ಸಿಡಿಸಿ, ಸಿಹಿ ಹಂಚಿ ವಿಜಯೋತ್ಸವ ಆಚರಿಸಲಾಯಿತು. ಜಿಲ್ಲಾ ಪ್ರಧಾನ ಕಾರ್ಯದರ್ಶಿ ನಂಜುಂಡೇಶ ಕಳ್ಳೇರ ಮಾತನಾಡಿ, ಪ್ರಧಾನಿ ನರೇಂದ್ರ ಮೋದಿ ಅವರ ಜನಪರ ಆಡಳಿತ ಹಾಗೂ ಅಭಿವೃದ್ಧಿ ಕಾರ್ಯಕ್ರಮಗಳನ್ನು ಮೆಚ್ಚಿ ದೆಹಲಿಯ ಜನತೆ ಬಿಜೆಪಿಗೆ ಬಹುಮತ ನೀಡಿದ್ದಾರೆ. ಕೇಜ್ರಿವಾಲ್ ಸರ್ಕಾರದ ಭ್ರಷ್ಟಾಚಾರಕ್ಕೆ ಜನತೆ ತಕ್ಕ ಉತ್ತರ ನೀಡಿದ್ದಾರೆ ಎಂದರು. 27 ವರ್ಷಗಳ ಬಳಿಕ ದೆಹಲಿಯಲ್ಲಿ ಬಿಜೆಪಿ ಅಧಿಕಾರಕ್ಕೆ ಬಂದಿರುವುದು ಕಾರ್ಯಕರ್ತರಲ್ಲಿ ಹೊಸ ಉತ್ಸಾಹ ಮೂಡಿಸಿದೆ. ಡಬಲ್ ಎಂಜಿನ್ ಸರ್ಕಾರದಿಂದ ದೆಹಲಿ ಸಮಗ್ರ ಅಭಿವೃದ್ಧಿ ಕಾಣಲಿದೆ ಎಂದು ಹೇಳಿದರು. ಮಹಿಳೆಯರು, ಯುವಕರು, ರೈತರು ಸೇರಿದಂತೆ ಎಲ್ಲ ವರ್ಗದ ಜನರು ಬಿಜೆಪಿಯ ಕೈ ಹಿಡಿದಿದ್ದಾರೆ. ಈ ಗೆಲುವು ಮುಂದಿನ ದಿನಗಳಲ್ಲಿ ರಾಜ್ಯದಲ್ಲೂ ಪಕ್ಷಕ್ಕೆ ಬಲ ನೀಡಲಿದೆ. <box>206 372 352 488</box>
degree-sign: ° <box>581 54 586 64</box>
story-headline: ಯುವಜನತೆ ಹಾದಿ ತಪ್ಪದಿರಲಿ: ಸ್ವಾಮೀಜಿ <box>666 305 810 318</box>
deshakke-col3 <box>802 966 918 1128</box>
naavellaru-story <box>504 1144 918 1434</box>
